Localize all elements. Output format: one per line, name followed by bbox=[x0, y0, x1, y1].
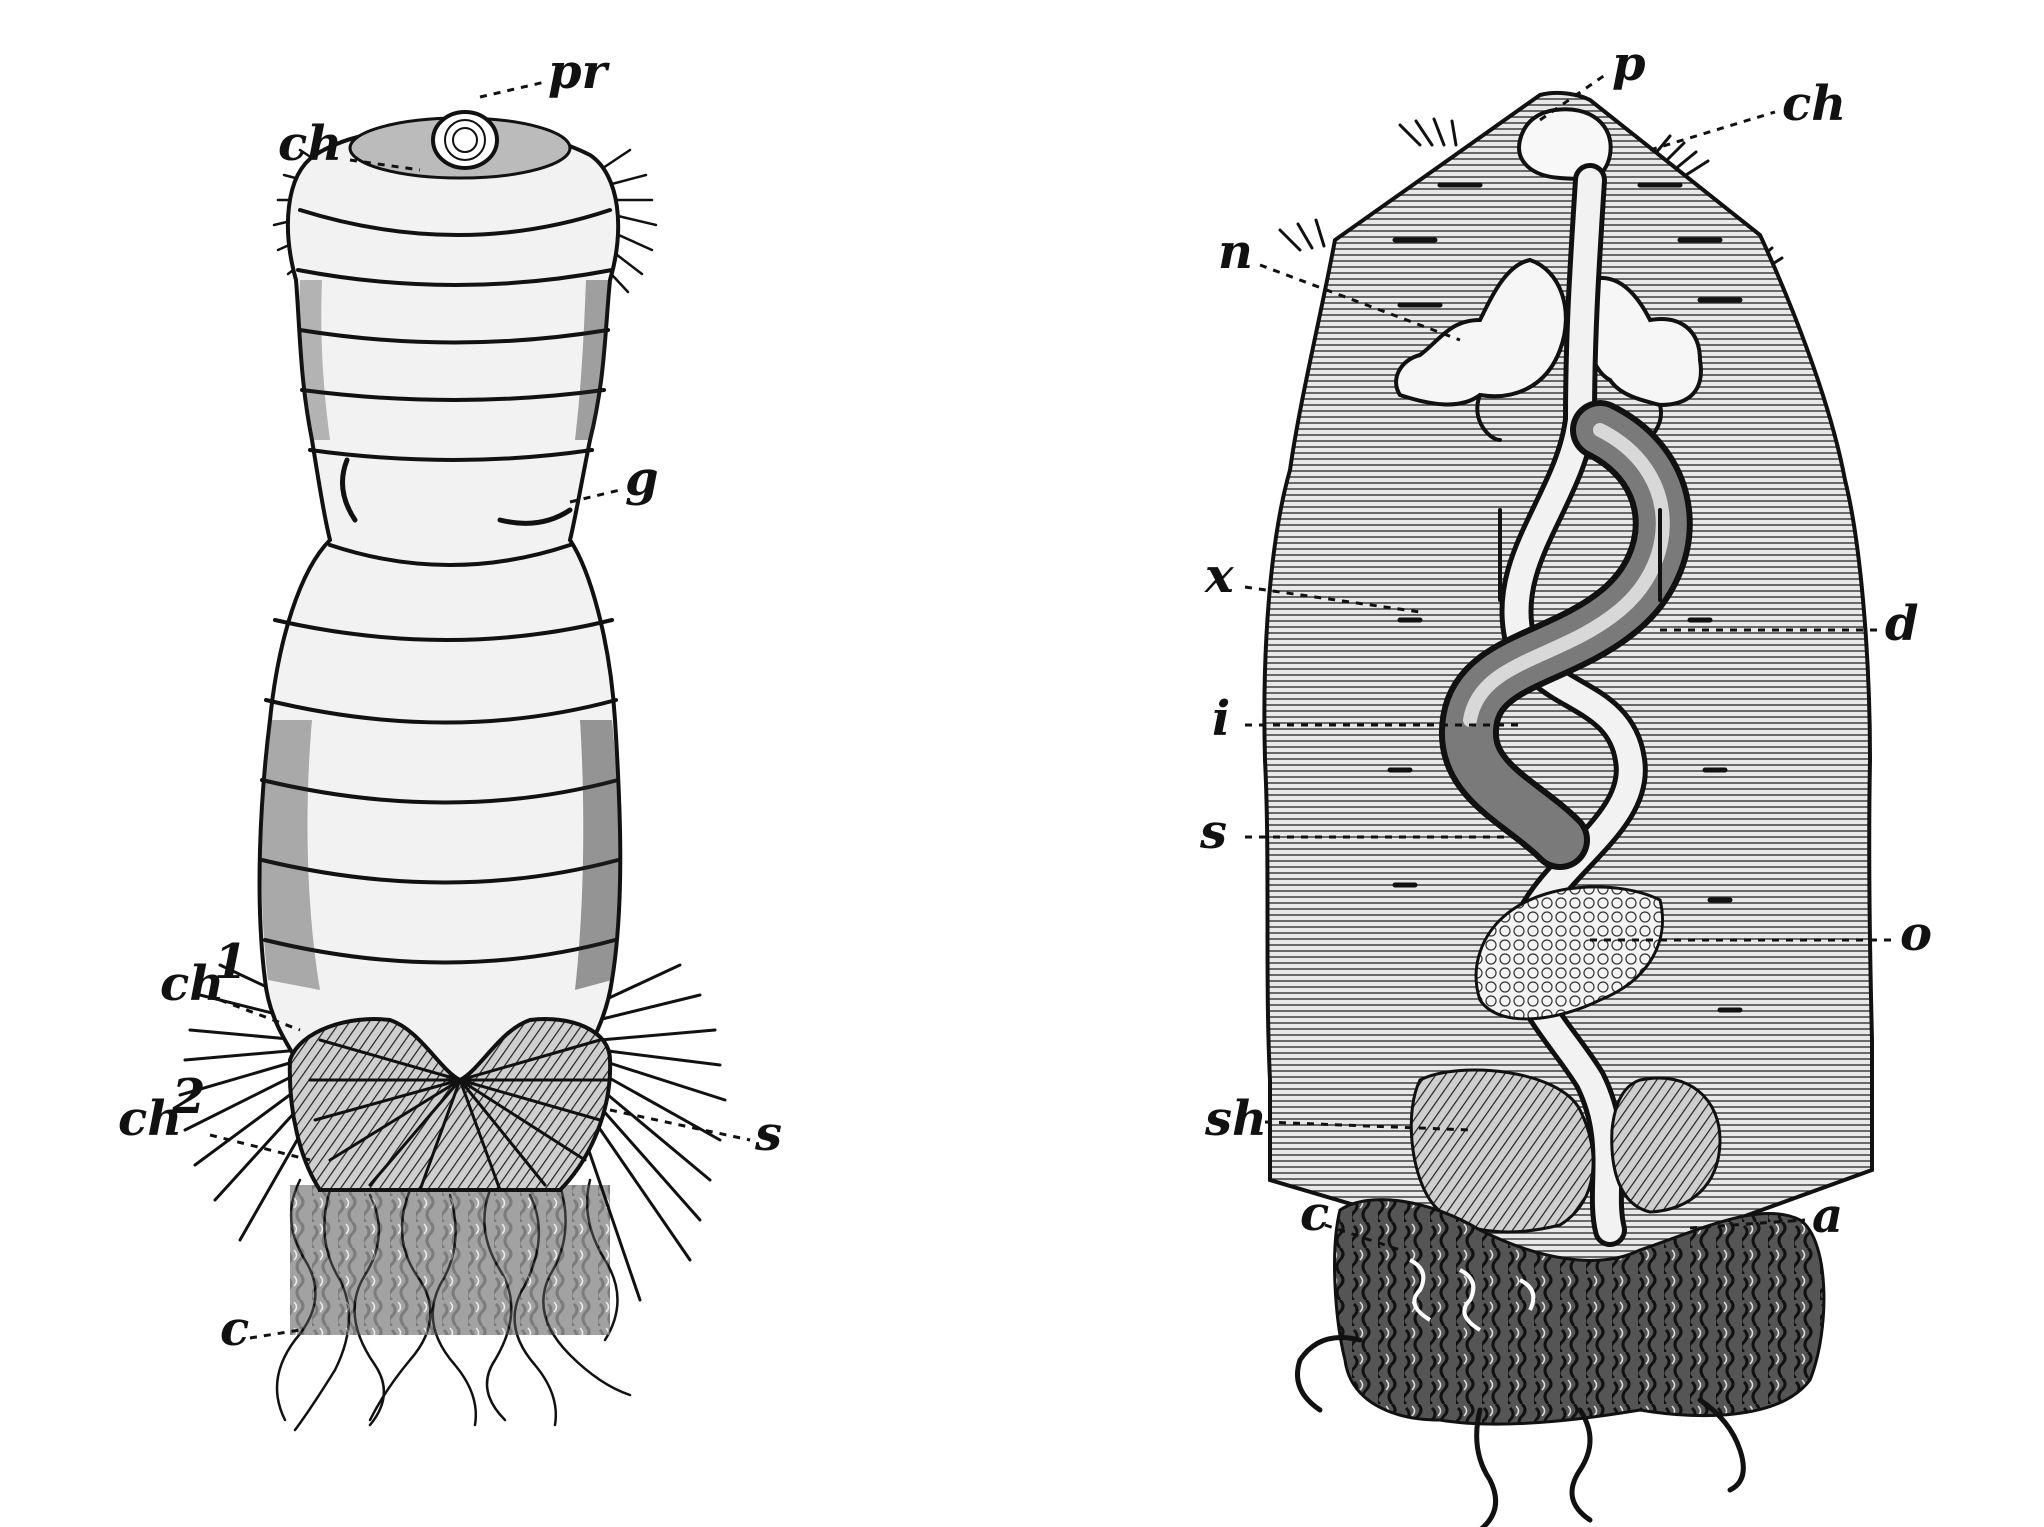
sheath bbox=[1411, 1070, 1593, 1232]
label-c-right: c bbox=[1300, 1186, 1330, 1242]
label-ch2-sup: 2 bbox=[172, 1069, 206, 1125]
label-n: n bbox=[1218, 224, 1253, 280]
label-i: i bbox=[1212, 691, 1231, 747]
label-s: s bbox=[755, 1106, 783, 1162]
label-g: g bbox=[625, 451, 659, 507]
label-s-right: s bbox=[1200, 804, 1228, 860]
left-specimen bbox=[180, 112, 725, 1430]
label-ch-right: ch bbox=[1782, 76, 1847, 132]
label-a: a bbox=[1812, 1188, 1844, 1244]
label-ch1: ch bbox=[160, 956, 225, 1012]
tail-cirri-mass bbox=[290, 1185, 610, 1335]
label-o: o bbox=[1900, 906, 1933, 962]
label-p: p bbox=[1612, 36, 1646, 92]
label-x: x bbox=[1205, 548, 1234, 604]
label-pr: pr bbox=[548, 44, 607, 100]
label-c: c bbox=[220, 1301, 250, 1357]
label-ch2: ch bbox=[118, 1091, 183, 1147]
right-specimen bbox=[1264, 93, 1872, 1527]
label-ch1-sup: 1 bbox=[214, 934, 248, 990]
label-sh: sh bbox=[1205, 1091, 1267, 1147]
label-ch: ch bbox=[278, 116, 343, 172]
label-d: d bbox=[1885, 596, 1919, 652]
